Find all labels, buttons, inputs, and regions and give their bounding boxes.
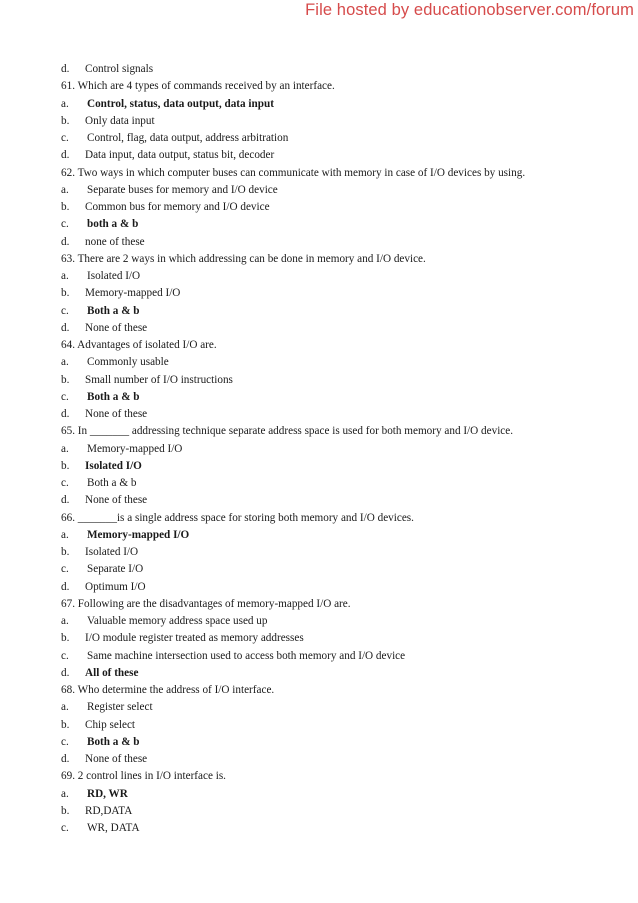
option-line [61,199,626,216]
option-label: a. [61,270,69,282]
option-line [61,182,626,199]
option-line [61,561,626,578]
answer-option [61,96,626,113]
option-label: d. [61,63,70,75]
option-line [61,475,626,492]
option-line [61,441,626,458]
quiz-content [61,61,626,837]
correct-answer-text: both a & b [87,218,139,231]
question-text: 67. Following are the disadvantages of memory-mapped I/O are. [61,597,351,610]
option-line [61,268,626,285]
option-text: Same machine intersection used to access both memory and I/O device [87,649,406,662]
option-text: Commonly usable [87,356,169,369]
option-text: Memory-mapped I/O [87,442,183,455]
option-label: c. [61,304,69,317]
option-label: c. [61,132,69,144]
option-line [61,372,626,389]
option-text: Isolated I/O [85,546,139,558]
answer-option [61,527,626,544]
option-line [61,354,626,371]
option-label: c. [61,390,69,403]
option-label: b. [61,632,70,645]
option-label: a. [61,701,69,714]
correct-answer-text: Memory-mapped I/O [87,528,190,541]
watermark-text: File hosted by educationobserver.com/forum [305,1,634,19]
option-text: none of these [85,235,145,248]
option-text: None of these [85,753,148,765]
option-label: a. [61,356,69,369]
question-text: 61. Which are 4 types of commands received by an interface. [61,80,335,93]
option-label: b. [61,546,70,558]
option-text: None of these [85,321,148,334]
option-line [61,492,626,509]
option-label: d. [61,666,70,679]
option-line [61,147,626,164]
correct-answer-text: Isolated I/O [85,459,142,472]
option-line [61,234,626,251]
option-label: b. [61,287,70,300]
option-text: None of these [85,494,148,507]
option-text: I/O module register treated as memory addresses [85,632,304,645]
option-label: a. [61,615,69,627]
option-label: b. [61,114,70,127]
option-label: d. [61,321,70,334]
option-label: c. [61,218,69,231]
option-label: d. [61,753,70,765]
answer-option [61,303,626,320]
option-text: Control, flag, data output, address arbitration [87,132,289,144]
option-text: RD,DATA [85,804,133,817]
option-line [61,579,626,596]
option-line [61,648,626,665]
option-text: Separate I/O [87,563,144,576]
option-label: b. [61,718,70,731]
option-line [61,613,626,630]
option-label: a. [61,528,69,541]
option-label: a. [61,183,69,196]
question-text: 63. There are 2 ways in which addressing can be done in memory and I/O device. [61,252,426,265]
option-text: WR, DATA [87,822,140,834]
option-text: Register select [87,701,153,714]
option-text: Data input, data output, status bit, decoder [85,149,275,162]
answer-option [61,216,626,233]
option-label: a. [61,787,69,800]
question-text: 68. Who determine the address of I/O interface. [61,684,275,696]
option-line [61,544,626,561]
correct-answer-text: Both a & b [87,304,140,317]
option-label: b. [61,804,70,817]
option-label: d. [61,408,70,420]
option-line [61,820,626,837]
option-label: b. [61,373,70,386]
answer-option [61,665,626,682]
option-label: d. [61,580,70,593]
option-line [61,130,626,147]
option-label: a. [61,442,69,455]
answer-option [61,786,626,803]
question-text: 62. Two ways in which computer buses can communicate with memory in case of I/O devices by using. [61,166,526,179]
option-label: d. [61,494,70,507]
option-text: Optimum I/O [85,580,146,593]
option-line [61,803,626,820]
option-line [61,320,626,337]
option-line [61,630,626,647]
option-text: None of these [85,408,148,420]
option-label: c. [61,563,69,576]
option-line [61,717,626,734]
correct-answer-text: Control, status, data output, data input [87,97,274,110]
answer-option [61,734,626,751]
correct-answer-text: All of these [85,666,139,679]
option-text: Common bus for memory and I/O device [85,201,270,213]
answer-option [61,458,626,475]
correct-answer-text: Both a & b [87,735,140,748]
question-text: 64. Advantages of isolated I/O are. [61,339,217,351]
option-label: c. [61,735,69,748]
option-label: d. [61,149,70,162]
option-line [61,699,626,716]
option-text: Both a & b [87,477,137,489]
option-label: c. [61,477,69,489]
option-text: Memory-mapped I/O [85,287,181,300]
option-text: Valuable memory address space used up [87,615,268,627]
option-label: c. [61,649,69,662]
correct-answer-text: RD, WR [87,787,128,800]
option-line [61,285,626,302]
option-label: b. [61,201,70,213]
option-label: c. [61,822,69,834]
question-text: 65. In _______ addressing technique separate address space is used for both memory and I/O device. [61,425,514,438]
question-text: 66. _______is a single address space for storing both memory and I/O devices. [61,511,414,524]
option-line [61,751,626,768]
option-text: Separate buses for memory and I/O device [87,183,278,196]
option-label: d. [61,235,70,248]
option-text: Only data input [85,114,155,127]
option-text: Control signals [85,63,154,75]
option-text: Isolated I/O [87,270,141,282]
option-text: Small number of I/O instructions [85,373,233,386]
correct-answer-text: Both a & b [87,390,140,403]
question-text: 69. 2 control lines in I/O interface is. [61,770,226,783]
option-text: Chip select [85,718,136,731]
answer-option [61,389,626,406]
option-label: b. [61,459,70,472]
option-line [61,61,626,78]
option-line [61,406,626,423]
option-label: a. [61,97,69,110]
option-line [61,113,626,130]
